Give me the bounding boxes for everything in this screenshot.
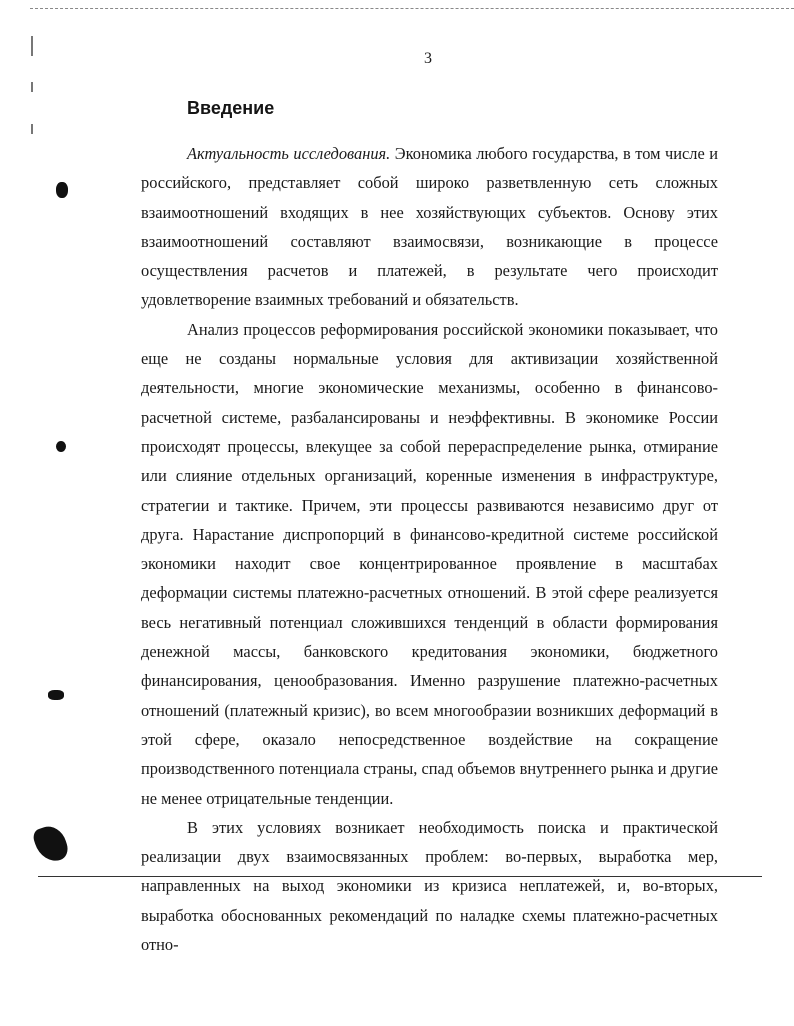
- scan-top-edge: [30, 8, 794, 9]
- margin-mark: [31, 82, 33, 92]
- paragraph: [141, 813, 718, 959]
- margin-mark: [31, 124, 33, 134]
- margin-mark: [31, 36, 33, 56]
- paragraph-text: В этих условиях возникает необходимость поиска и практической реализации двух взаимосвязанных проблем: во-первых, выработка мер, направленных на выход экономики из кризиса неплатежей, и, во-вторых, выработка обоснованных рекомендаций по наладке схемы платежно-расчетных отно-: [141, 817, 718, 955]
- paragraph-text: Анализ процессов реформирования российской экономики показывает, что еще не созданы нормальные условия для активизации хозяйственной деятельности, многие экономические механизмы, особенно в финансово-расчетной системе, разбалансированы и неэффективны. В экономике России происходят процессы, влекущее за собой перераспределение рынка, отмирание или слияние отдельных организаций, коренные изменения в инфраструктуре, стратегии и тактике. Причем, эти процессы развиваются независимо друг от друга. Нарастание диспропорций в финансово-кредитной системе российской экономики находит свое концентрированное проявление в масштабах деформации системы платежно-расчетных отношений. В этой сфере реализуется весь негативный потенциал сложившихся тенденций в области формирования денежной массы, банковского кредитования экономики, бюджетного финансирования, ценообразования. Именно разрушение платежно-расчетных отношений (платежный кризис), во всем многообразии возникших деформаций в этой сфере, оказало непосредственное воздействие на сокращение производственного потенциала страны, спад объемов внутреннего рынка и другие не менее отрицательные тенденции.: [141, 319, 718, 808]
- body-text: [141, 139, 718, 959]
- paragraph-text: Экономика любого государства, в том числе и российского, представляет собой широко разветвленную сеть сложных взаимоотношений входящих в нее хозяйствующих субъектов. Основу этих взаимоотношений составляют взаимосвязи, возникающие в процессе осуществления расчетов и платежей, в результате чего происходит удовлетворение взаимных требований и обязательств.: [141, 144, 719, 310]
- paragraph: [141, 315, 718, 813]
- punch-hole-mark: [56, 441, 66, 452]
- paragraph-lead: Актуальность исследования.: [187, 144, 391, 163]
- section-heading: Введение: [187, 98, 275, 118]
- punch-hole-mark: [56, 182, 68, 198]
- punch-hole-mark: [48, 690, 64, 700]
- scan-fold-line: [38, 876, 762, 877]
- punch-hole-mark: [31, 822, 71, 866]
- paragraph: [141, 139, 718, 315]
- page-number: 3: [424, 50, 432, 67]
